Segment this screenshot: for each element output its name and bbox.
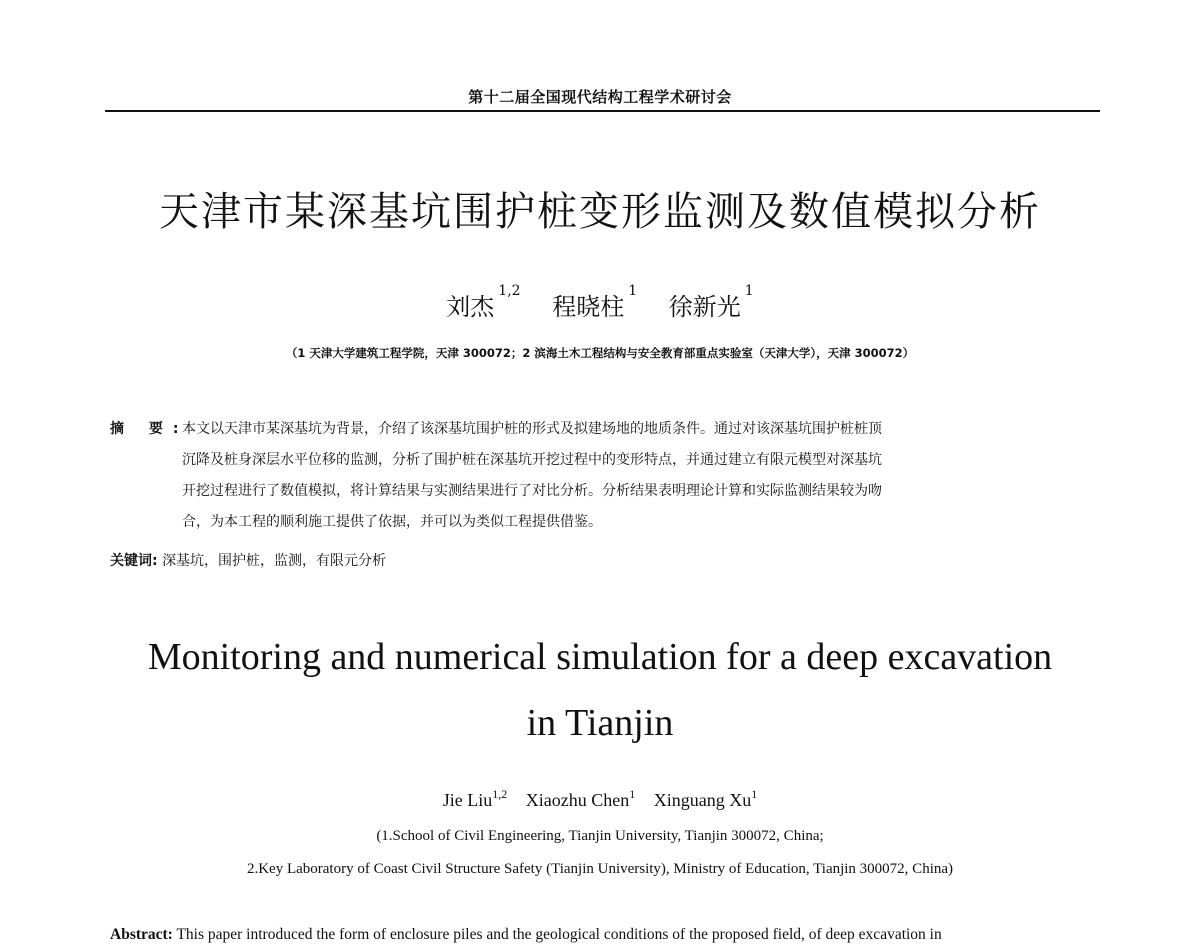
- abstract-cn-line: 合，为本工程的顺利施工提供了依据，并可以为类似工程提供借鉴。: [182, 514, 602, 530]
- affiliation-en-2: 2.Key Laboratory of Coast Civil Structure Safety (Tianjin University), Ministry of Education, Tianjin 300072, China): [246, 861, 954, 877]
- author-en-3-sup: 1: [751, 787, 758, 801]
- keywords-cn-text: 深基坑，围护桩，监测，有限元分析: [162, 553, 387, 569]
- author-en-1-sup: 1,2: [492, 787, 508, 801]
- authors-cn: [0, 283, 1200, 322]
- abstract-cn-line: 开挖过程进行了数值模拟，将计算结果与实测结果进行了对比分析。分析结果表明理论计算和实际监测结果较为吻: [182, 483, 882, 499]
- author-en-3-name: Xinguang Xu: [653, 790, 752, 810]
- authors-en: [0, 787, 1200, 811]
- abstract-cn-line: 本文以天津市某深基坑为背景，介绍了该深基坑围护桩的形式及拟建场地的地质条件。通过对该深基坑围护桩桩顶: [182, 421, 882, 437]
- author-en-2-sup: 1: [629, 787, 636, 801]
- author-cn-3-sup: 1: [744, 283, 754, 299]
- author-en-1-name: Jie Liu: [442, 790, 493, 810]
- author-cn-1: [446, 283, 521, 322]
- author-en-3: [653, 787, 758, 811]
- title-en: [0, 624, 1200, 756]
- header-rule: [105, 110, 1100, 112]
- author-en-2: [525, 787, 636, 811]
- title-en-line-1: Monitoring and numerical simulation for a deep excavation: [147, 636, 1053, 678]
- affiliation-cn: （1 天津大学建筑工程学院，天津 300072；2 滨海土木工程结构与安全教育部重点实验室（天津大学），天津 300072）: [285, 346, 915, 360]
- author-cn-2-sup: 1: [628, 283, 638, 299]
- abstract-en-label: Abstract:: [110, 926, 173, 943]
- author-cn-1-sup: 1,2: [498, 283, 521, 299]
- abstract-cn-label: 摘 要:: [110, 421, 189, 437]
- keywords-cn-label: 关键词:: [110, 553, 158, 569]
- abstract-cn-line: 沉降及桩身深层水平位移的监测，分析了围护桩在深基坑开挖过程中的变形特点，并通过建立有限元模型对深基坑: [182, 452, 882, 468]
- author-en-1: [442, 787, 508, 811]
- author-cn-3: [668, 283, 754, 322]
- title-en-line-2: in Tianjin: [526, 702, 674, 744]
- keywords-cn: [110, 550, 386, 570]
- abstract-en-text: This paper introduced the form of enclosure piles and the geological conditions of the proposed field, of deep excavation in: [176, 926, 942, 943]
- running-header: 第十二届全国现代结构工程学术研讨会: [468, 88, 732, 106]
- author-cn-2-name: 程晓柱: [552, 293, 625, 321]
- affiliation-en-1: (1.School of Civil Engineering, Tianjin University, Tianjin 300072, China;: [376, 828, 824, 844]
- abstract-en: [110, 926, 1100, 944]
- author-cn-2: [552, 283, 638, 322]
- author-cn-3-name: 徐新光: [668, 293, 741, 321]
- title-cn: 天津市某深基坑围护桩变形监测及数值模拟分析: [159, 189, 1041, 235]
- author-en-2-name: Xiaozhu Chen: [525, 790, 630, 810]
- author-cn-1-name: 刘杰: [446, 293, 495, 321]
